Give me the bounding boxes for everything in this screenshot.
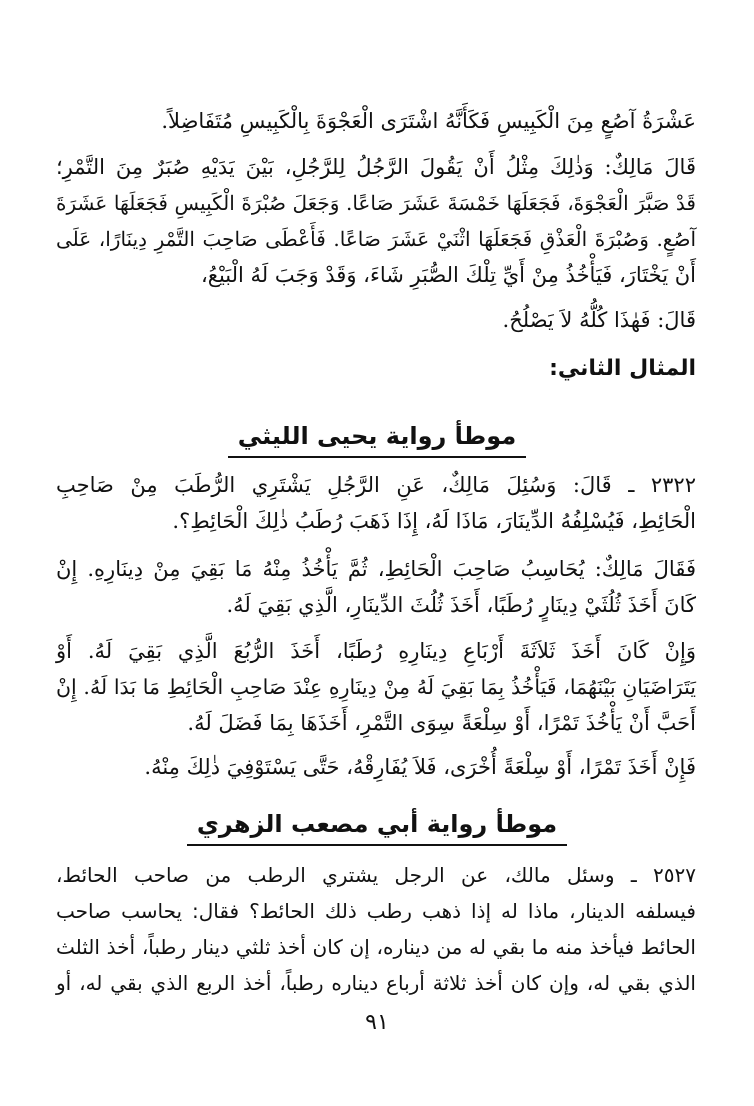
section-heading: [0, 418, 754, 458]
example-label: المثال الثاني:: [549, 356, 696, 381]
section-heading-text: موطأ رواية أبي مصعب الزهري: [187, 806, 567, 846]
text-line: قَالَ: فَهٰذَا كُلُّهُ لاَ يَصْلُحُ.: [502, 308, 696, 332]
section-heading: [0, 806, 754, 846]
text-line: يَتَرَاضَيَانِ بَيْنَهُمَا، فَيَأْخُذُ بِمَا بَقِيَ لَهُ مِنْ دِينَارِهِ عِنْدَ صَاحِبِ الْحَائِطِ مَا بَدَا لَهُ. إِنْ: [56, 675, 696, 699]
text-line: ٢٥٢٧ ـ وسئل مالك، عن الرجل يشتري الرطب من صاحب الحائط،: [56, 863, 696, 887]
text-line: عَشْرَةُ آصُعٍ مِنَ الْكَبِيسِ فَكَأَنَّهُ اشْتَرَى الْعَجْوَةَ بِالْكَبِيسِ مُتَفَاضِلاً.: [161, 109, 696, 133]
text-line: كَانَ أَخَذَ ثُلُثَيْ دِينَارٍ رُطَبًا، أَخَذَ ثُلُثَ الدِّينَارِ، الَّذِي بَقِيَ لَهُ.: [226, 593, 696, 617]
text-line: أَنْ يَخْتَارَ، فَيَأْخُذُ مِنْ أَيِّ تِلْكَ الصُّبَرِ شَاءَ، وَقَدْ وَجَبَ لَهُ الْبَيْعُ،: [201, 263, 696, 287]
section-heading-text: موطأ رواية يحيى الليثي: [228, 418, 526, 458]
text-line: آصُعٍ. وَصُبْرَةَ الْعَذْقِ فَجَعَلَهَا اثْنَيْ عَشَرَ صَاعًا. فَأَعْطَى صَاحِبَ التَّمْرِ دِينَارًا، عَلَى: [56, 227, 696, 251]
text-line: ٢٣٢٢ ـ قَالَ: وَسُئِلَ مَالِكٌ، عَنِ الرَّجُلِ يَشْتَرِي الرُّطَبَ مِنْ صَاحِبِ: [56, 473, 696, 497]
text-line: الْحَائِطِ، فَيُسْلِفُهُ الدِّينَارَ، مَاذَا لَهُ، إِذَا ذَهَبَ رُطَبُ ذٰلِكَ الْحَائِطِ؟.: [172, 509, 696, 533]
text-line: فَإِنْ أَخَذَ تَمْرًا، أَوْ سِلْعَةً أُخْرَى، فَلاَ يُفَارِقْهُ، حَتَّى يَسْتَوْفِيَ ذٰلِكَ مِنْهُ.: [144, 755, 696, 779]
text-line: فَقَالَ مَالِكٌ: يُحَاسِبُ صَاحِبَ الْحَائِطِ، ثُمَّ يَأْخُذُ مِنْهُ مَا بَقِيَ مِنْ دِينَارِهِ. إِنْ: [56, 557, 696, 581]
text-line: وَإِنْ كَانَ أَخَذَ ثَلاَثَةَ أَرْبَاعِ دِينَارِهِ رُطَبًا، أَخَذَ الرُّبُعَ الَّذِي بَقِيَ لَهُ. أَوْ: [56, 639, 696, 663]
text-line: قَالَ مَالِكٌ: وَذٰلِكَ مِثْلُ أَنْ يَقُولَ الرَّجُلُ لِلرَّجُلِ، بَيْنَ يَدَيْهِ صُبَرٌ مِنَ التَّمْرِ؛: [56, 155, 696, 179]
page-number: ٩١: [365, 1010, 389, 1035]
text-line: قَدْ صَبَّرَ الْعَجْوَةَ، فَجَعَلَهَا خَمْسَةَ عَشَرَ صَاعًا. وَجَعَلَ صُبْرَةَ الْكَبِيسِ فَجَعَلَهَا عَشَرَةَ: [56, 191, 696, 215]
text-line: أَحَبَّ أَنْ يَأْخُذَ تَمْرًا، أَوْ سِلْعَةً سِوَى التَّمْرِ، أَخَذَهَا بِمَا فَضَلَ لَهُ.: [187, 711, 696, 735]
text-line: فيسلفه الدينار، ماذا له إذا ذهب رطب ذلك الحائط؟ فقال: يحاسب صاحب: [56, 899, 696, 923]
text-line: الحائط فيأخذ منه ما بقي له من ديناره، إن كان أخذ ثلثي دينار رطباً، أخذ الثلث: [56, 935, 696, 959]
text-line: الذي بقي له، وإن كان أخذ ثلاثة أرباع ديناره رطباً، أخذ الربع الذي بقي له، أو: [56, 971, 696, 995]
